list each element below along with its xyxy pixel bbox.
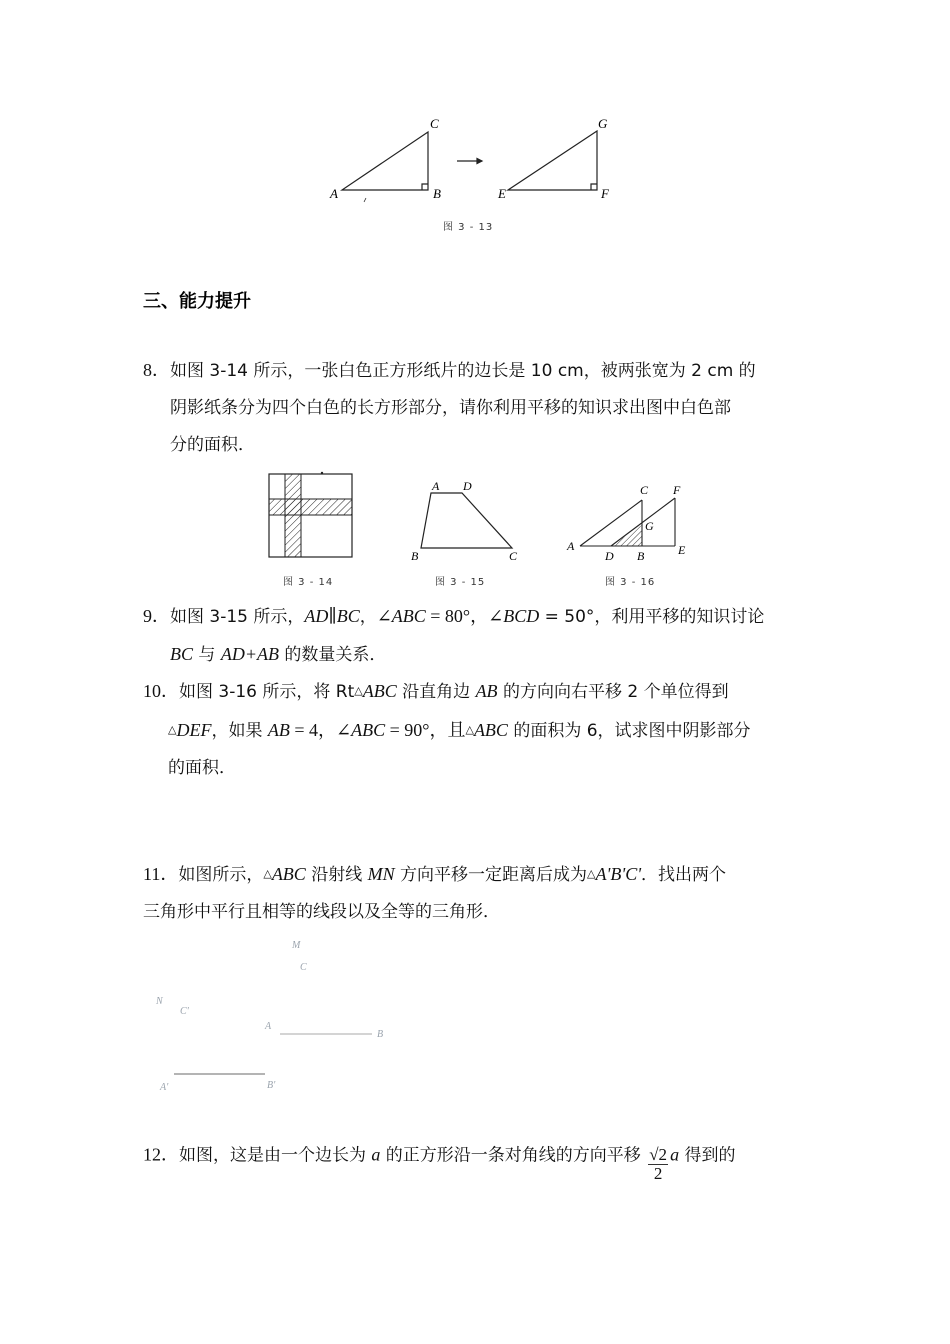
math-expression: = 90°，且 [385, 720, 466, 740]
math-expression: = 4， [289, 720, 337, 740]
label-G: G [645, 519, 654, 533]
figure-3-15 [405, 478, 525, 566]
label-A: A [567, 539, 575, 553]
fraction [648, 1146, 668, 1183]
label-B: B [637, 549, 645, 563]
figure-caption: 图 3 - 13 [443, 222, 494, 233]
label-B-prime: B' [267, 1080, 276, 1091]
label-C: C [640, 483, 649, 497]
problem-text: 如图 3-14 所示，一张白色正方形纸片的边长是 10 cm，被两张宽为 2 cm 的 [170, 361, 756, 381]
label-F: F [601, 186, 609, 201]
math-expression: DEF [176, 720, 212, 740]
problem-number: 9． [143, 606, 170, 626]
math-expression: AD+AB [220, 644, 279, 664]
math-expression: AB [475, 681, 498, 701]
math-expression: ∠BCD [488, 606, 540, 626]
figure-3-14 [268, 470, 358, 560]
triangle-symbol: △ [465, 723, 474, 736]
problem-8 [143, 352, 756, 464]
label-B: B [411, 549, 419, 563]
figure-3-16 [562, 480, 702, 568]
math-expression: A'B'C' [595, 864, 642, 884]
problem-text: ，如果 [211, 721, 268, 741]
label-D: D [463, 479, 472, 493]
problem-10 [143, 672, 751, 787]
problem-9 [143, 598, 764, 674]
math-expression: ABC [473, 720, 508, 740]
math-expression: AB [267, 720, 290, 740]
label-C-prime: C' [180, 1006, 189, 1017]
problem-text: 阴影纸条分为四个白色的长方形部分，请你利用平移的知识求出图中白色部 [170, 398, 731, 418]
problem-text: 方向平移一定距离后成为 [394, 865, 588, 885]
label-M: M [292, 940, 301, 951]
triangle-symbol: △ [168, 723, 177, 736]
math-expression: ABC [362, 681, 397, 701]
problem-text: 的面积为 6，试求图中阴影部分 [507, 721, 751, 741]
math-expression: a [670, 1144, 680, 1165]
problem-text: ， [359, 607, 377, 627]
math-expression: MN [367, 864, 395, 884]
label-G: G [598, 116, 608, 131]
math-expression: ∠ABC [336, 720, 386, 740]
math-expression: ABC [271, 864, 306, 884]
fraction-denominator: 2 [653, 1164, 663, 1183]
label-B: B [433, 186, 441, 201]
problem-text: 如图所示， [178, 865, 264, 885]
problem-text: 沿直角边 [396, 682, 476, 702]
math-expression: = 80°， [425, 606, 489, 626]
math-expression: AD∥BC [304, 606, 360, 626]
label-D: D [605, 549, 614, 563]
problem-number: 12． [143, 1144, 179, 1165]
problem-text: 如图 3-16 所示，将 Rt [179, 682, 355, 702]
figure-caption: 图 3 - 15 [435, 577, 486, 588]
triangle-symbol: △ [354, 684, 363, 697]
figure-3-13 [320, 110, 620, 210]
problem-text: 的正方形沿一条对角线的方向平移 [380, 1145, 647, 1166]
problem-text: 如图 3-15 所示， [170, 607, 305, 627]
problem-number: 11． [143, 864, 179, 884]
label-N: N [156, 996, 163, 1007]
label-C: C [430, 116, 439, 131]
label-F: F [673, 483, 681, 497]
triangle-symbol: △ [587, 867, 596, 880]
figure-caption: 图 3 - 14 [283, 577, 334, 588]
triangle-symbol: △ [263, 867, 272, 880]
problem-11 [143, 855, 726, 931]
math-expression: ∠ABC [376, 606, 426, 626]
problem-text: 的方向向右平移 2 个单位得到 [497, 682, 729, 702]
problem-text: 与 [193, 645, 221, 665]
math-expression: a [371, 1144, 381, 1165]
label-B: B [377, 1029, 384, 1040]
problem-number: 8． [143, 360, 170, 380]
label-E: E [678, 543, 686, 557]
problem-12 [143, 1128, 735, 1183]
figure-problem-11 [140, 930, 400, 1100]
problem-text: 得到的 [679, 1145, 736, 1166]
label-A-prime: A' [160, 1082, 169, 1093]
problem-text: 的面积． [168, 758, 236, 778]
label-C: C [300, 962, 307, 973]
problem-text: ．找出两个 [641, 865, 727, 885]
label-E: E [498, 186, 506, 201]
section-title: 三、能力提升 [143, 291, 251, 312]
label-C: C [509, 549, 518, 563]
problem-text: 三角形中平行且相等的线段以及全等的三角形． [143, 902, 500, 922]
problem-text: 如图，这是由一个边长为 [179, 1145, 372, 1166]
problem-text: 沿射线 [305, 865, 368, 885]
math-expression: BC [170, 644, 194, 664]
fraction-numerator: √2 [649, 1145, 668, 1164]
problem-text: 分的面积． [170, 435, 255, 455]
label-A: A [265, 1021, 272, 1032]
problem-text: = 50°，利用平移的知识讨论 [539, 607, 765, 627]
label-A: A [330, 186, 338, 201]
figure-caption: 图 3 - 16 [605, 577, 656, 588]
problem-text: 的数量关系． [278, 645, 387, 665]
problem-number: 10． [143, 681, 179, 701]
label-A: A [432, 479, 440, 493]
